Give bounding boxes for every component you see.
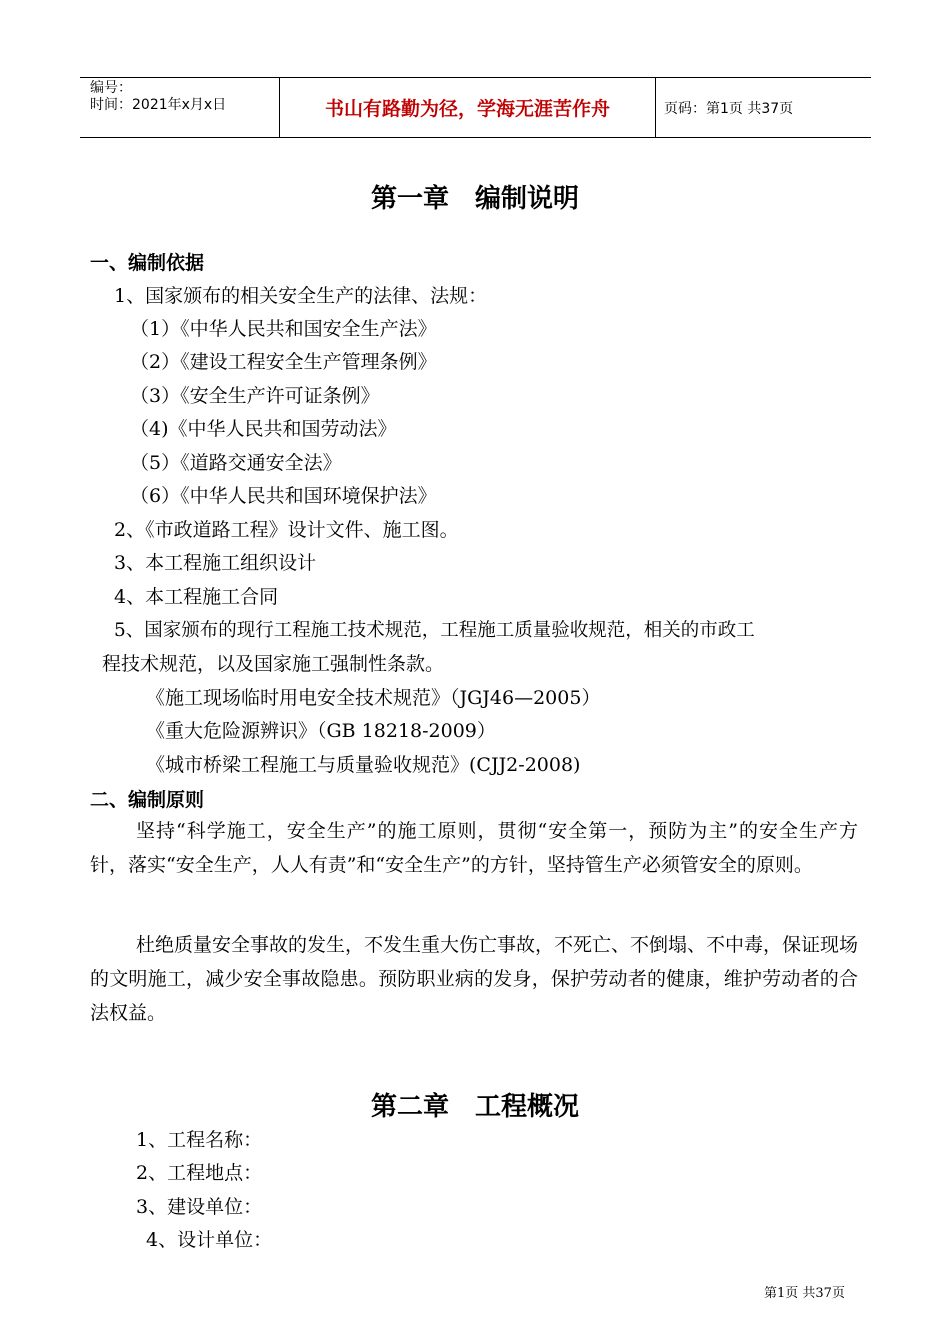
list-item: （1）《中华人民共和国安全生产法》 [130, 318, 437, 340]
header-code-label: 编号： [90, 80, 132, 96]
list-item: 4、设计单位： [146, 1229, 273, 1251]
section-two-heading: 二、编制原则 [90, 789, 205, 811]
list-item: 程技术规范，以及国家施工强制性条款。 [102, 653, 445, 675]
list-item: 《城市桥梁工程施工与质量验收规范》(CJJ2-2008) [146, 754, 581, 776]
header-divider-right [655, 77, 656, 137]
list-item: 1、工程名称： [136, 1129, 263, 1151]
list-item: 2、《市政道路工程》设计文件、施工图。 [114, 519, 459, 541]
header-time-label: 时间：2021年x月x日 [90, 97, 227, 113]
list-item: （3）《安全生产许可证条例》 [130, 385, 380, 407]
list-item: （5）《道路交通安全法》 [130, 452, 342, 474]
paragraph: 杜绝质量安全事故的发生，不发生重大伤亡事故，不死亡、不倒塌、不中毒，保证现场的文明施工，减少安全事故隐患。预防职业病的发身，保护劳动者的健康，维护劳动者的合法权益。 [90, 934, 859, 1024]
list-item: 《重大危险源辨识》（GB 18218-2009） [146, 720, 496, 742]
header-motto: 书山有路勤为径，学海无涯苦作舟 [324, 97, 610, 120]
section-one-heading: 一、编制依据 [90, 252, 205, 274]
header-bottom-rule [80, 137, 871, 138]
list-item: 1、国家颁布的相关安全生产的法律、法规： [114, 285, 488, 307]
paragraph: 坚持“科学施工，安全生产”的施工原则，贯彻“安全第一，预防为主”的安全生产方针，落实“安全生产，人人有责”和“安全生产”的方针，坚持管生产必须管安全的原则。 [90, 820, 858, 876]
list-item: 《施工现场临时用电安全技术规范》（JGJ46—2005） [146, 687, 601, 709]
list-item: （2）《建设工程安全生产管理条例》 [130, 351, 437, 373]
list-item: （4)《中华人民共和国劳动法》 [130, 418, 397, 440]
chapter-two-title: 第二章 工程概况 [370, 1092, 579, 1122]
header-page-label: 页码：第1页 共37页 [664, 101, 794, 117]
page-footer: 第1页 共37页 [764, 1286, 845, 1301]
list-item: （6）《中华人民共和国环境保护法》 [130, 485, 437, 507]
chapter-one-title: 第一章 编制说明 [370, 184, 579, 214]
list-item: 5、国家颁布的现行工程施工技术规范，工程施工质量验收规范，相关的市政工 [114, 620, 755, 641]
list-item: 2、工程地点： [136, 1162, 263, 1184]
list-item: 3、建设单位： [136, 1196, 263, 1218]
list-item: 3、本工程施工组织设计 [114, 552, 317, 574]
list-item: 4、本工程施工合同 [114, 586, 279, 608]
